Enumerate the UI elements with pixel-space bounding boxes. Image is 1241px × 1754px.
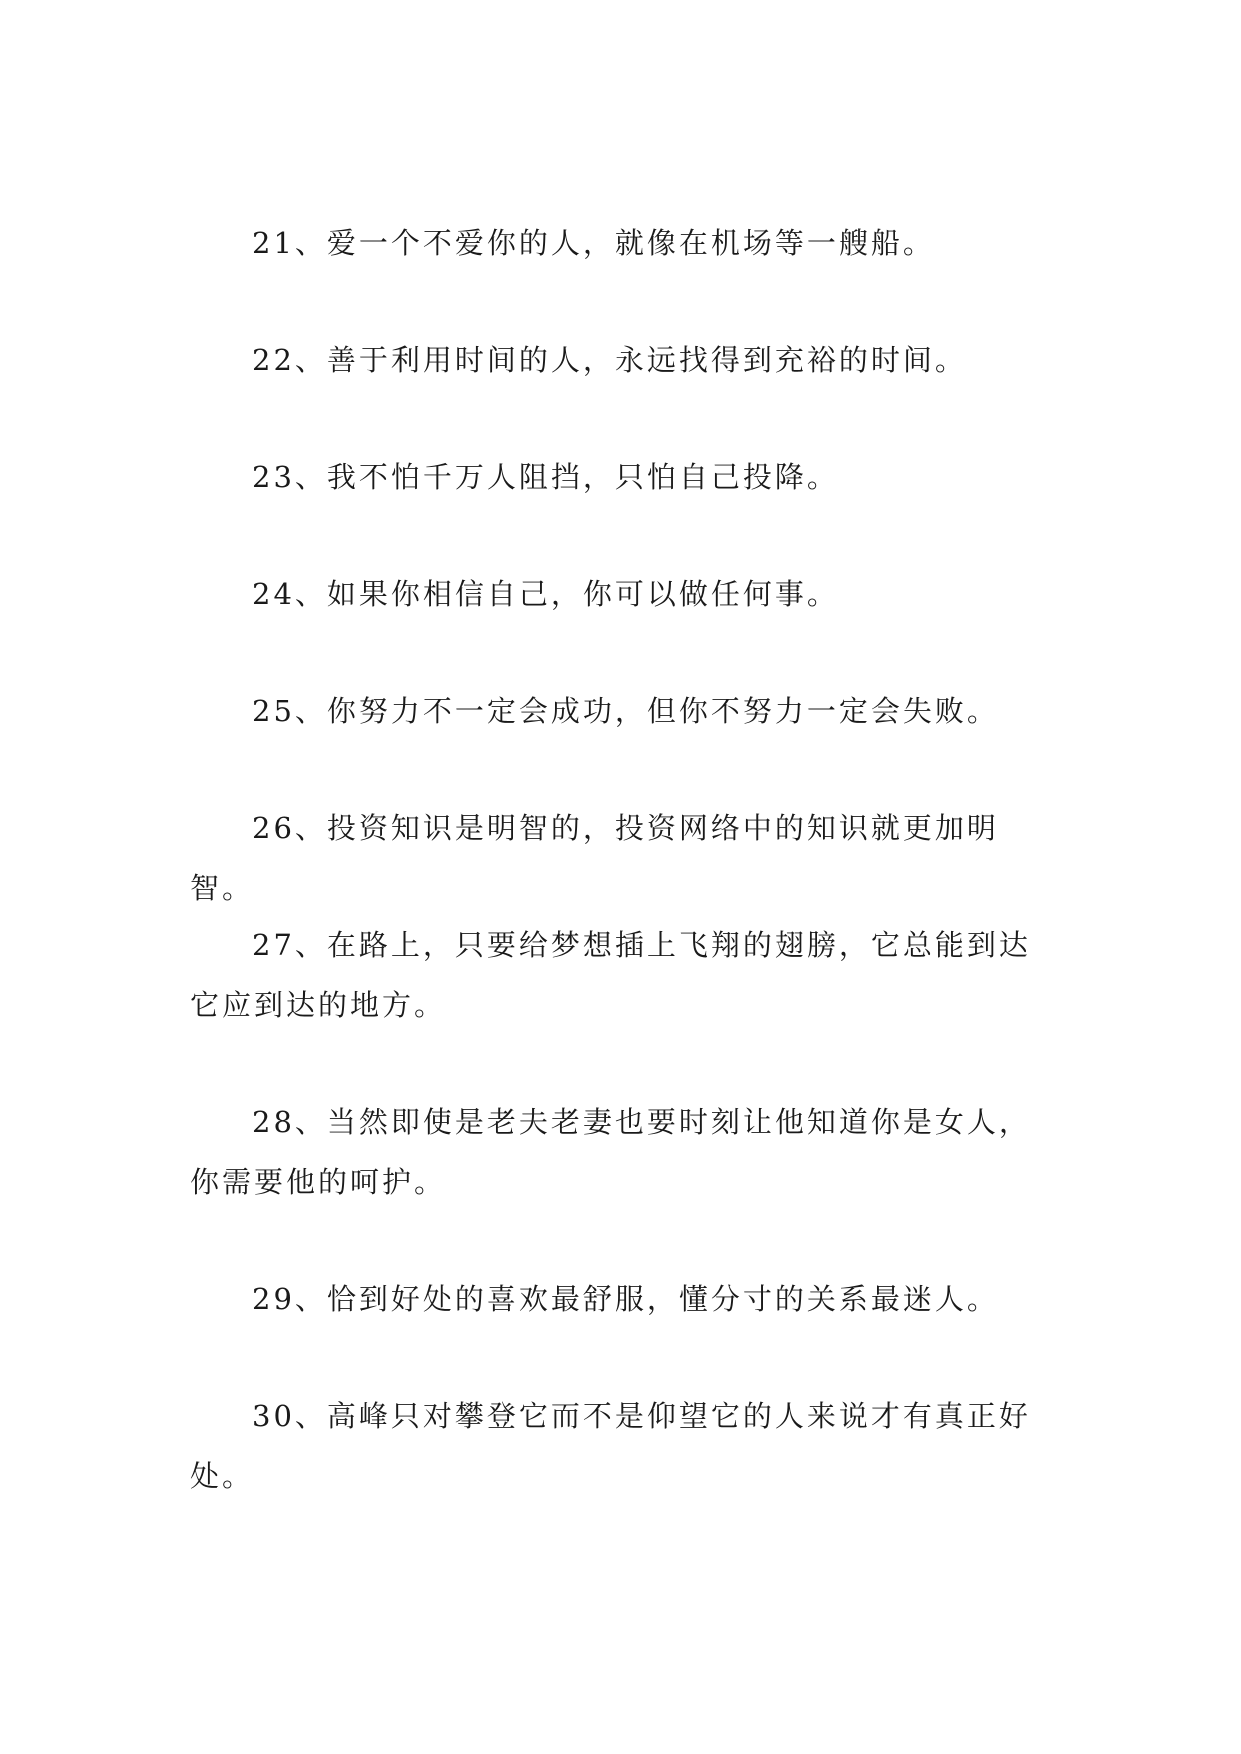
paragraph-26: 26、投资知识是明智的，投资网络中的知识就更加明智。 xyxy=(190,811,999,905)
paragraph-27: 27、在路上，只要给梦想插上飞翔的翅膀，它总能到达它应到达的地方。 xyxy=(190,928,1031,1022)
paragraph-22: 22、善于利用时间的人，永远找得到充裕的时间。 xyxy=(252,343,967,377)
paragraph-25: 25、你努力不一定会成功，但你不努力一定会失败。 xyxy=(252,694,999,728)
paragraph-29: 29、恰到好处的喜欢最舒服，懂分寸的关系最迷人。 xyxy=(252,1282,999,1316)
paragraph-23: 23、我不怕千万人阻挡，只怕自己投降。 xyxy=(252,460,839,494)
paragraph-30: 30、高峰只对攀登它而不是仰望它的人来说才有真正好处。 xyxy=(190,1399,1031,1493)
paragraph-28: 28、当然即使是老夫老妻也要时刻让他知道你是女人，你需要他的呵护。 xyxy=(190,1105,1031,1199)
paragraph-24: 24、如果你相信自己，你可以做任何事。 xyxy=(252,577,839,611)
paragraph-21: 21、爱一个不爱你的人，就像在机场等一艘船。 xyxy=(252,226,935,260)
